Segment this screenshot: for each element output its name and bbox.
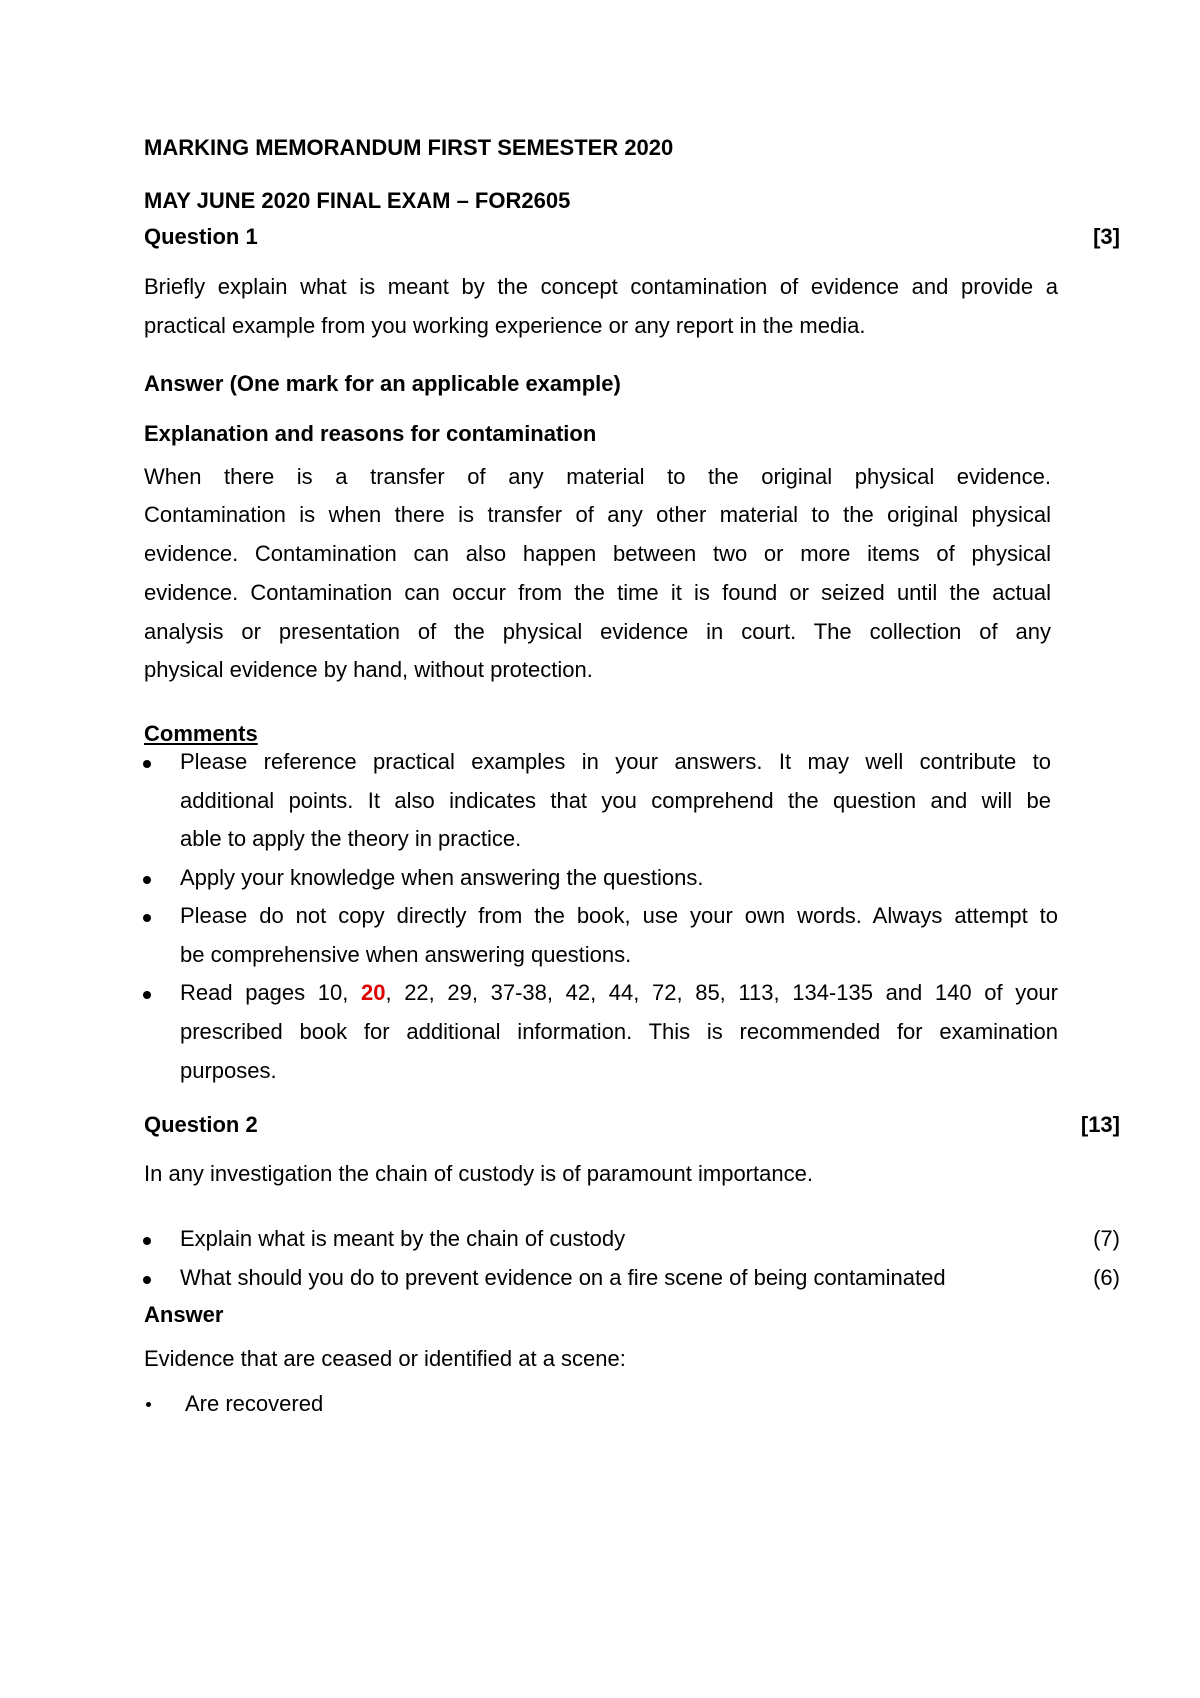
exam-subtitle: MAY JUNE 2020 FINAL EXAM – FOR2605 (144, 188, 571, 213)
explanation-heading: Explanation and reasons for contamination (144, 421, 597, 446)
comment-text: , 22, 29, 37-38, 42, 44, 72, 85, 113, 134-135 and 140 of your (385, 980, 1058, 1005)
subquestion-text: What should you do to prevent evidence on a fire scene of being contaminated (180, 1265, 946, 1290)
bullet-icon (143, 760, 151, 768)
bullet-icon (143, 991, 151, 999)
answer-item: Are recovered (185, 1391, 324, 1416)
explanation-line: When there is a transfer of any material to the original physical evidence. (144, 464, 1051, 489)
explanation-line: evidence. Contamination can also happen between two or more items of physical (144, 541, 1051, 566)
explanation-line: analysis or presentation of the physical evidence in court. The collection of any (144, 619, 1051, 644)
highlighted-page-number: 20 (360, 980, 386, 1005)
comment-line: able to apply the theory in practice. (180, 826, 522, 851)
comment-line: Apply your knowledge when answering the questions. (180, 865, 704, 890)
subquestion-text: Explain what is meant by the chain of custody (180, 1226, 626, 1251)
bullet-icon (143, 1276, 151, 1284)
bullet-icon (143, 1237, 151, 1245)
question-2-heading: Question 2 (144, 1112, 258, 1137)
question-2-answer-heading: Answer (144, 1302, 224, 1327)
comment-text: Read pages 10, (180, 980, 361, 1005)
question-1-heading: Question 1 (144, 224, 258, 249)
subquestion-marks: (7) (1093, 1226, 1120, 1251)
comment-line: prescribed book for additional information. This is recommended for examination (180, 1019, 1058, 1044)
question-1-prompt-line: practical example from you working experience or any report in the media. (144, 313, 866, 338)
bullet-icon (143, 914, 151, 922)
question-1-marks: [3] (1093, 224, 1120, 249)
comment-line: Please reference practical examples in your answers. It may well contribute to (180, 749, 1051, 774)
comment-line (180, 980, 1058, 1006)
subquestion-marks: (6) (1093, 1265, 1120, 1290)
comment-line: be comprehensive when answering questions. (180, 942, 632, 967)
explanation-line: evidence. Contamination can occur from the time it is found or seized until the actual (144, 580, 1051, 605)
comments-heading: Comments (144, 721, 258, 746)
question-1-prompt-line: Briefly explain what is meant by the concept contamination of evidence and provide a (144, 274, 1058, 299)
bullet-icon (146, 1402, 151, 1407)
answer-intro: Evidence that are ceased or identified at a scene: (144, 1346, 626, 1371)
question-2-marks: [13] (1080, 1112, 1120, 1137)
explanation-line: Contamination is when there is transfer of any other material to the original physical (144, 502, 1051, 527)
bullet-icon (143, 876, 151, 884)
explanation-line: physical evidence by hand, without protection. (144, 657, 593, 682)
comment-line: purposes. (180, 1058, 277, 1083)
question-2-prompt: In any investigation the chain of custody is of paramount importance. (144, 1161, 813, 1186)
document-title: MARKING MEMORANDUM FIRST SEMESTER 2020 (144, 135, 674, 160)
answer-heading: Answer (One mark for an applicable example) (144, 371, 621, 396)
comment-line: Please do not copy directly from the book, use your own words. Always attempt to (180, 903, 1058, 928)
comment-line: additional points. It also indicates that you comprehend the question and will be (180, 788, 1051, 813)
